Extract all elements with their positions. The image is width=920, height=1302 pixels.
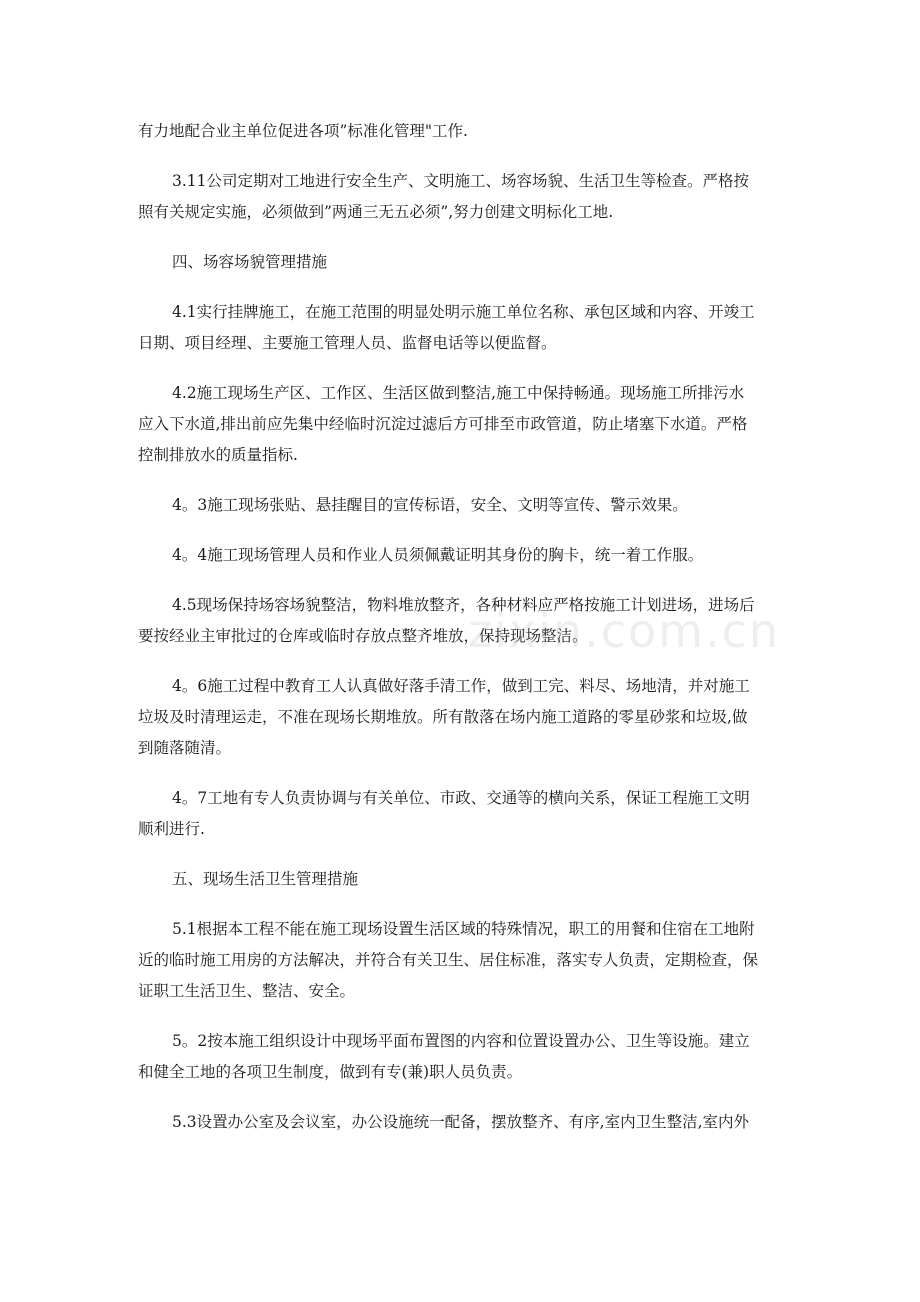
text-line: 5.1根据本工程不能在施工现场设置生活区域的特殊情况，职工的用餐和住宿在工地附	[172, 920, 755, 938]
text-line: 4.2施工现场生产区、工作区、生活区做到整洁,施工中保持畅通。现场施工所排污水	[172, 384, 745, 402]
text-line: 垃圾及时清理运走，不准在现场长期堆放。所有散落在场内施工道路的零星砂浆和垃圾,做	[138, 708, 748, 726]
text-line: 照有关规定实施，必须做到”两通三无五必须”,努力创建文明标化工地.	[138, 203, 614, 221]
text-line: 4。4施工现场管理人员和作业人员须佩戴证明其身份的胸卡，统一着工作服。	[172, 546, 704, 564]
text-line: 五、现场生活卫生管理措施	[172, 870, 359, 888]
text-line: 4.5现场保持场容场貌整洁，物料堆放整齐，各种材料应严格按施工计划进场，进场后	[172, 596, 755, 614]
paragraph	[138, 1026, 788, 1088]
text-line: 顺利进行.	[138, 820, 205, 838]
paragraph	[138, 1107, 788, 1138]
text-line: 要按经业主审批过的仓库或临时存放点整齐堆放，保持现场整洁。	[138, 627, 588, 645]
paragraph	[138, 914, 788, 1007]
paragraph	[138, 590, 788, 652]
text-line: 日期、项目经理、主要施工管理人员、监督电话等以便监督。	[138, 334, 557, 352]
text-line: 有力地配合业主单位促进各项”标准化管理"工作.	[138, 122, 468, 140]
text-line: 4。3施工现场张贴、悬挂醒目的宣传标语，安全、文明等宣传、警示效果。	[172, 496, 688, 514]
text-line: 证职工生活卫生、整洁、安全。	[138, 982, 356, 1000]
paragraph	[138, 116, 788, 147]
text-line: 4。7工地有专人负责协调与有关单位、市政、交通等的横向关系，保证工程施工文明	[172, 789, 750, 807]
text-line: 和健全工地的各项卫生制度，做到有专(兼)职人员负责。	[138, 1063, 523, 1081]
text-line: 近的临时施工用房的方法解决，并符合有关卫生、居住标准，落实专人负责，定期检查，保	[138, 951, 759, 969]
paragraph	[138, 490, 788, 521]
watermark: zixin.com.cn	[468, 604, 781, 658]
text-line: 4。6施工过程中教育工人认真做好落手清工作，做到工完、料尽、场地清，并对施工	[172, 677, 750, 695]
paragraph	[138, 671, 788, 764]
text-line: 3.11公司定期对工地进行安全生产、文明施工、场容场貌、生活卫生等检查。严格按	[172, 172, 750, 190]
section-heading	[138, 247, 788, 278]
paragraph	[138, 166, 788, 228]
text-line: 控制排放水的质量指标.	[138, 446, 298, 464]
paragraph	[138, 378, 788, 471]
text-line: 5。2按本施工组织设计中现场平面布置图的内容和位置设置办公、卫生等设施。建立	[172, 1032, 750, 1050]
text-line: 5.3设置办公室及会议室，办公设施统一配备，摆放整齐、有序,室内卫生整洁,室内外	[172, 1113, 750, 1131]
text-line: 四、场容场貌管理措施	[172, 253, 328, 271]
document-body	[138, 116, 788, 1157]
paragraph	[138, 783, 788, 845]
text-line: 4.1实行挂牌施工，在施工范围的明显处明示施工单位名称、承包区域和内容、开竣工	[172, 303, 755, 321]
section-heading	[138, 864, 788, 895]
text-line: 到随落随清。	[138, 739, 232, 757]
paragraph	[138, 297, 788, 359]
paragraph	[138, 540, 788, 571]
text-line: 应入下水道,排出前应先集中经临时沉淀过滤后方可排至市政管道，防止堵塞下水道。严格	[138, 415, 748, 433]
